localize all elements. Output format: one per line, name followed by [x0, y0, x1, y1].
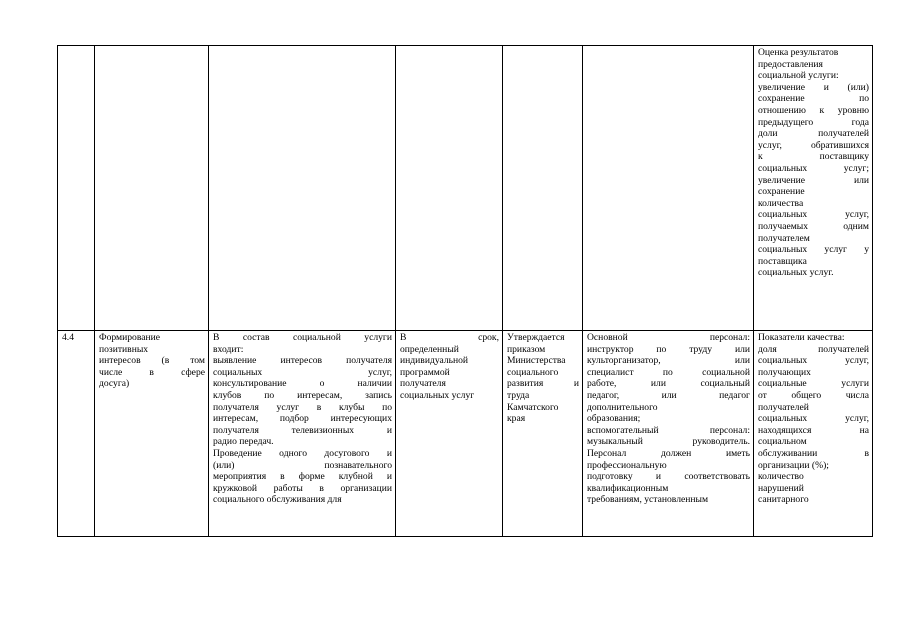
cell-text-line: социальных услуг; — [758, 162, 869, 174]
cell-text-line: социальные услуги — [758, 378, 869, 390]
quality-indicators-cell — [754, 331, 873, 537]
cell-text-line: обслуживании в — [758, 447, 869, 459]
number-cell — [58, 331, 95, 537]
cell-text-line: музыкальный руководитель. — [587, 436, 750, 448]
service-name-cell — [95, 46, 209, 331]
cell-text-line: инструктор по труду или — [587, 343, 750, 355]
cell-text-line: выявление интересов получателя — [213, 355, 392, 367]
cell-text-line: позитивных — [99, 343, 149, 355]
cell-text-line: получателей — [758, 401, 809, 413]
cell-text-line: числе в сфере — [99, 366, 205, 378]
cell-text-line: Показатели качества: — [758, 332, 845, 343]
cell-text-line: В состав социальной услуги — [213, 332, 392, 343]
cell-text-line: квалификационным — [587, 482, 669, 494]
cell-text-line: Проведение одного досугового и — [213, 447, 392, 459]
cell-text-line: сохранение по — [758, 93, 869, 105]
cell-text-line: дополнительного — [587, 401, 658, 413]
cell-text-line: увеличение и (или) — [758, 81, 869, 93]
cell-text-line: Камчатского — [507, 401, 559, 413]
cell-text-line: получателем — [758, 232, 810, 244]
conditions-cell — [583, 46, 754, 331]
cell-text-line: социальных услуг у — [758, 244, 869, 256]
cell-text-line: к поставщику — [758, 151, 869, 163]
cell-text-line: получателя — [400, 378, 446, 390]
cell-text-line: Оценка результатов — [758, 47, 839, 58]
cell-text-line: требованиям, установленным — [587, 494, 709, 506]
cell-text-line: социальных услуг — [400, 389, 475, 401]
service-content-cell — [209, 331, 396, 537]
cell-text-line: нарушений — [758, 482, 804, 494]
cell-text-line: развития и — [507, 378, 579, 390]
cell-text-line: досуга) — [99, 378, 130, 390]
cell-text-line: труда — [507, 389, 530, 401]
cell-text-line: получателя телевизионных и — [213, 424, 392, 436]
cell-text-line: радио передач. — [213, 436, 274, 448]
cell-text-line: Основной персонал: — [587, 332, 750, 343]
cell-text-line: приказом — [507, 343, 546, 355]
cell-text-line: находящихся на — [758, 424, 869, 436]
cell-text-line: получающих — [758, 366, 811, 378]
cell-text-line: предыдущего года — [758, 116, 869, 128]
cell-text-line: педагог, или педагог — [587, 389, 750, 401]
tariff-cell — [503, 331, 583, 537]
cell-text-line: санитарного — [758, 494, 809, 506]
cell-text-line: получаемых одним — [758, 220, 869, 232]
table-row — [58, 331, 873, 537]
cell-text-line: Утверждается — [507, 332, 565, 343]
cell-text-line: консультирование о наличии — [213, 378, 392, 390]
tariff-cell — [503, 46, 583, 331]
cell-text-line: отношению к уровню — [758, 104, 869, 116]
cell-text-line: входит: — [213, 343, 244, 355]
cell-text-line: профессиональную — [587, 459, 667, 471]
cell-text-line: социальных услуг, — [758, 209, 869, 221]
services-table — [57, 45, 873, 537]
cell-text-line: вспомогательный персонал: — [587, 424, 750, 436]
cell-text-line: кружковой работы в организации — [213, 482, 392, 494]
cell-text-line: сохранение — [758, 186, 805, 198]
cell-text-line: социальных услуг, — [213, 366, 392, 378]
table-row — [58, 46, 873, 331]
cell-text-line: В срок, — [400, 332, 499, 343]
cell-text-line: индивидуальной — [400, 355, 469, 367]
cell-text-line: социальных услуг. — [758, 267, 834, 279]
cell-text-line: определенный — [400, 343, 459, 355]
cell-text-line: Персонал должен иметь — [587, 447, 750, 459]
cell-text-line: Формирование — [99, 332, 161, 343]
cell-text-line: количества — [758, 197, 804, 209]
cell-text-line: социального — [507, 366, 559, 378]
cell-text-line: доля получателей — [758, 343, 869, 355]
cell-text-line: Министерства — [507, 355, 566, 367]
service-name-cell — [95, 331, 209, 537]
quality-indicators-cell — [754, 46, 873, 331]
cell-text-line: социальном — [758, 436, 807, 448]
number-cell — [58, 46, 95, 331]
cell-text-line: специалист по социальной — [587, 366, 750, 378]
cell-text-line: мероприятия в форме клубной и — [213, 471, 392, 483]
cell-text-line: программой — [400, 366, 450, 378]
cell-text-line: от общего числа — [758, 389, 869, 401]
cell-text-line: образования; — [587, 413, 641, 425]
cell-text-line: количество — [758, 471, 804, 483]
service-term-cell — [396, 46, 503, 331]
cell-text-line: социального обслуживания для — [213, 494, 342, 506]
cell-text-line: социальных услуг, — [758, 413, 869, 425]
cell-text-line: социальной услуги: — [758, 70, 839, 82]
cell-text-line: работе, или социальный — [587, 378, 750, 390]
service-content-cell — [209, 46, 396, 331]
cell-text-line: края — [507, 413, 526, 425]
cell-text-line: доли получателей — [758, 128, 869, 140]
cell-text-line: увеличение или — [758, 174, 869, 186]
cell-text-line: интересов (в том — [99, 355, 205, 367]
cell-text-line: подготовку и соответствовать — [587, 471, 750, 483]
cell-text-line: услуг, обратившихся — [758, 139, 869, 151]
cell-text-line: интересам, подбор интересующих — [213, 413, 392, 425]
cell-text-line: культорганизатор, или — [587, 355, 750, 367]
service-term-cell — [396, 331, 503, 537]
cell-text-line: (или) познавательного — [213, 459, 392, 471]
cell-text-line: предоставления — [758, 58, 823, 70]
cell-text-line: клубов по интересам, запись — [213, 389, 392, 401]
row-number: 4.4 — [62, 332, 74, 343]
cell-text-line: поставщика — [758, 255, 807, 267]
conditions-cell — [583, 331, 754, 537]
cell-text-line: социальных услуг, — [758, 355, 869, 367]
cell-text-line: организации (%); — [758, 459, 829, 471]
cell-text-line: получателя услуг в клубы по — [213, 401, 392, 413]
